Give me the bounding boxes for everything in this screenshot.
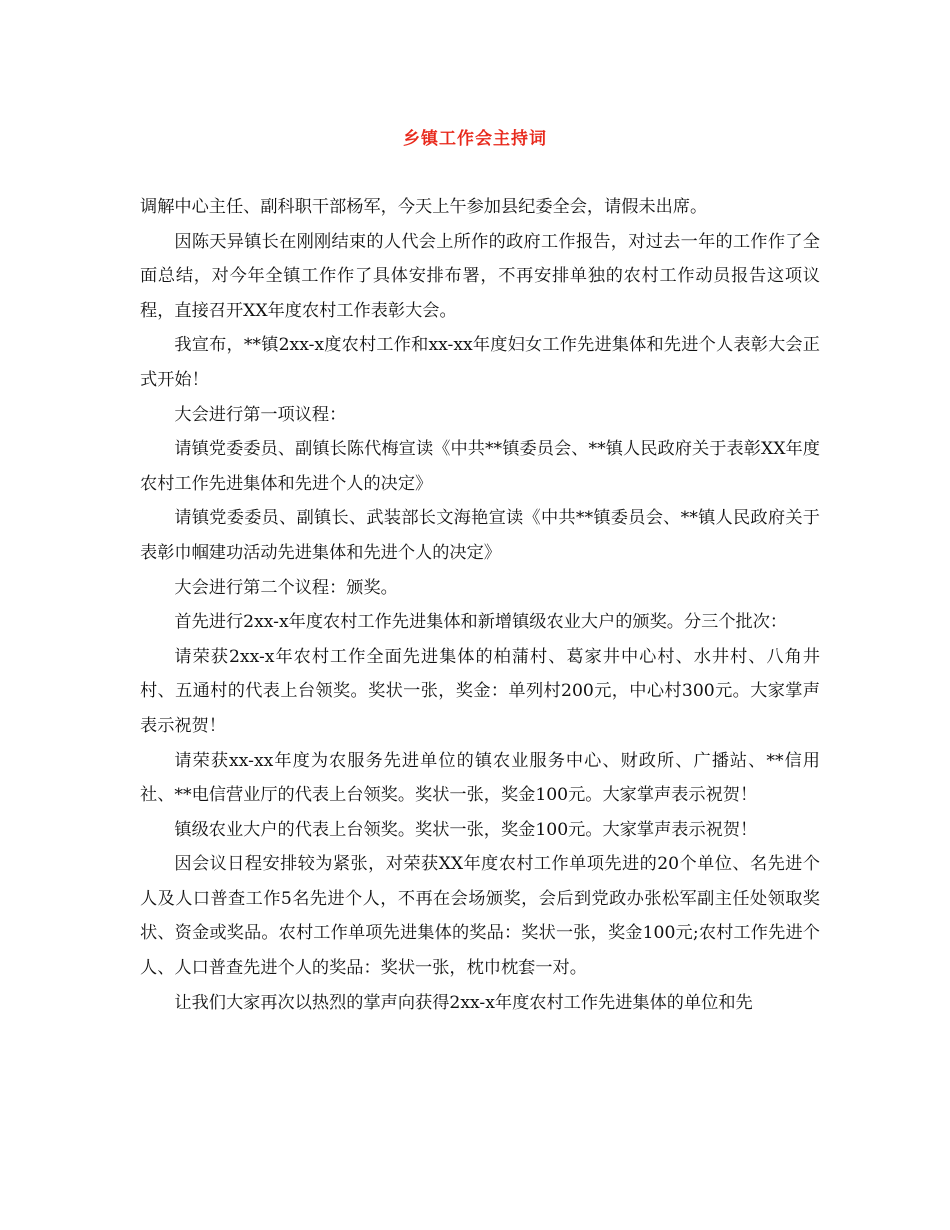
paragraph: 我宣布，**镇2xx-x度农村工作和xx-xx年度妇女工作先进集体和先进个人表彰大会正式开始！ [140,335,820,390]
paragraph: 请荣获2xx-x年农村工作全面先进集体的柏蒲村、葛家井中心村、水井村、八角井村、五通村的代表上台领奖。奖状一张，奖金：单列村200元，中心村300元。大家掌声表示祝贺！ [140,646,820,736]
paragraph: 镇级农业大户的代表上台领奖。奖状一张，奖金100元。大家掌声表示祝贺！ [174,819,758,840]
paragraph: 调解中心主任、副科职干部杨军，今天上午参加县纪委全会，请假未出席。 [140,197,708,217]
paragraph: 首先进行2xx-x年度农村工作先进集体和新增镇级农业大户的颁奖。分三个批次： [174,612,788,633]
paragraph: 让我们大家再次以热烈的掌声向获得2xx-x年度农村工作先进集体的单位和先 [174,992,753,1013]
paragraph: 请镇党委委员、副镇长陈代梅宣读《中共**镇委员会、**镇人民政府关于表彰XX年度农村工作先进集体和先进个人的决定》 [140,439,820,494]
paragraph: 因会议日程安排较为紧张，对荣获XX年度农村工作单项先进的20个单位、名先进个人及人口普查工作5名先进个人，不再在会场颁奖，会后到党政办张松军副主任处领取奖状、资金或奖品。农村工作单项先进集体的奖品：奖状一张，奖金100元;农村工作先进个人、人口普查先进个人的奖品：奖状一张，枕巾枕套一对。 [140,854,820,979]
paragraph: 大会进行第二个议程：颁奖。 [174,577,398,598]
paragraph: 请荣获xx-xx年度为农服务先进单位的镇农业服务中心、财政所、广播站、**信用社、**电信营业厅的代表上台领奖。奖状一张，奖金100元。大家掌声表示祝贺！ [140,750,820,806]
paragraph: 大会进行第一项议程： [174,404,347,425]
paragraph: 因陈天异镇长在刚刚结束的人代会上所作的政府工作报告，对过去一年的工作作了全面总结，对今年全镇工作作了具体安排布署，不再安排单独的农村工作动员报告这项议程，直接召开XX年度农村工作表彰大会。 [140,231,820,321]
document-body [140,190,820,1020]
document-title: 乡镇工作会主持词 [403,129,547,149]
paragraph: 请镇党委委员、副镇长、武装部长文海艳宣读《中共**镇委员会、**镇人民政府关于表彰巾帼建功活动先进集体和先进个人的决定》 [140,508,820,563]
